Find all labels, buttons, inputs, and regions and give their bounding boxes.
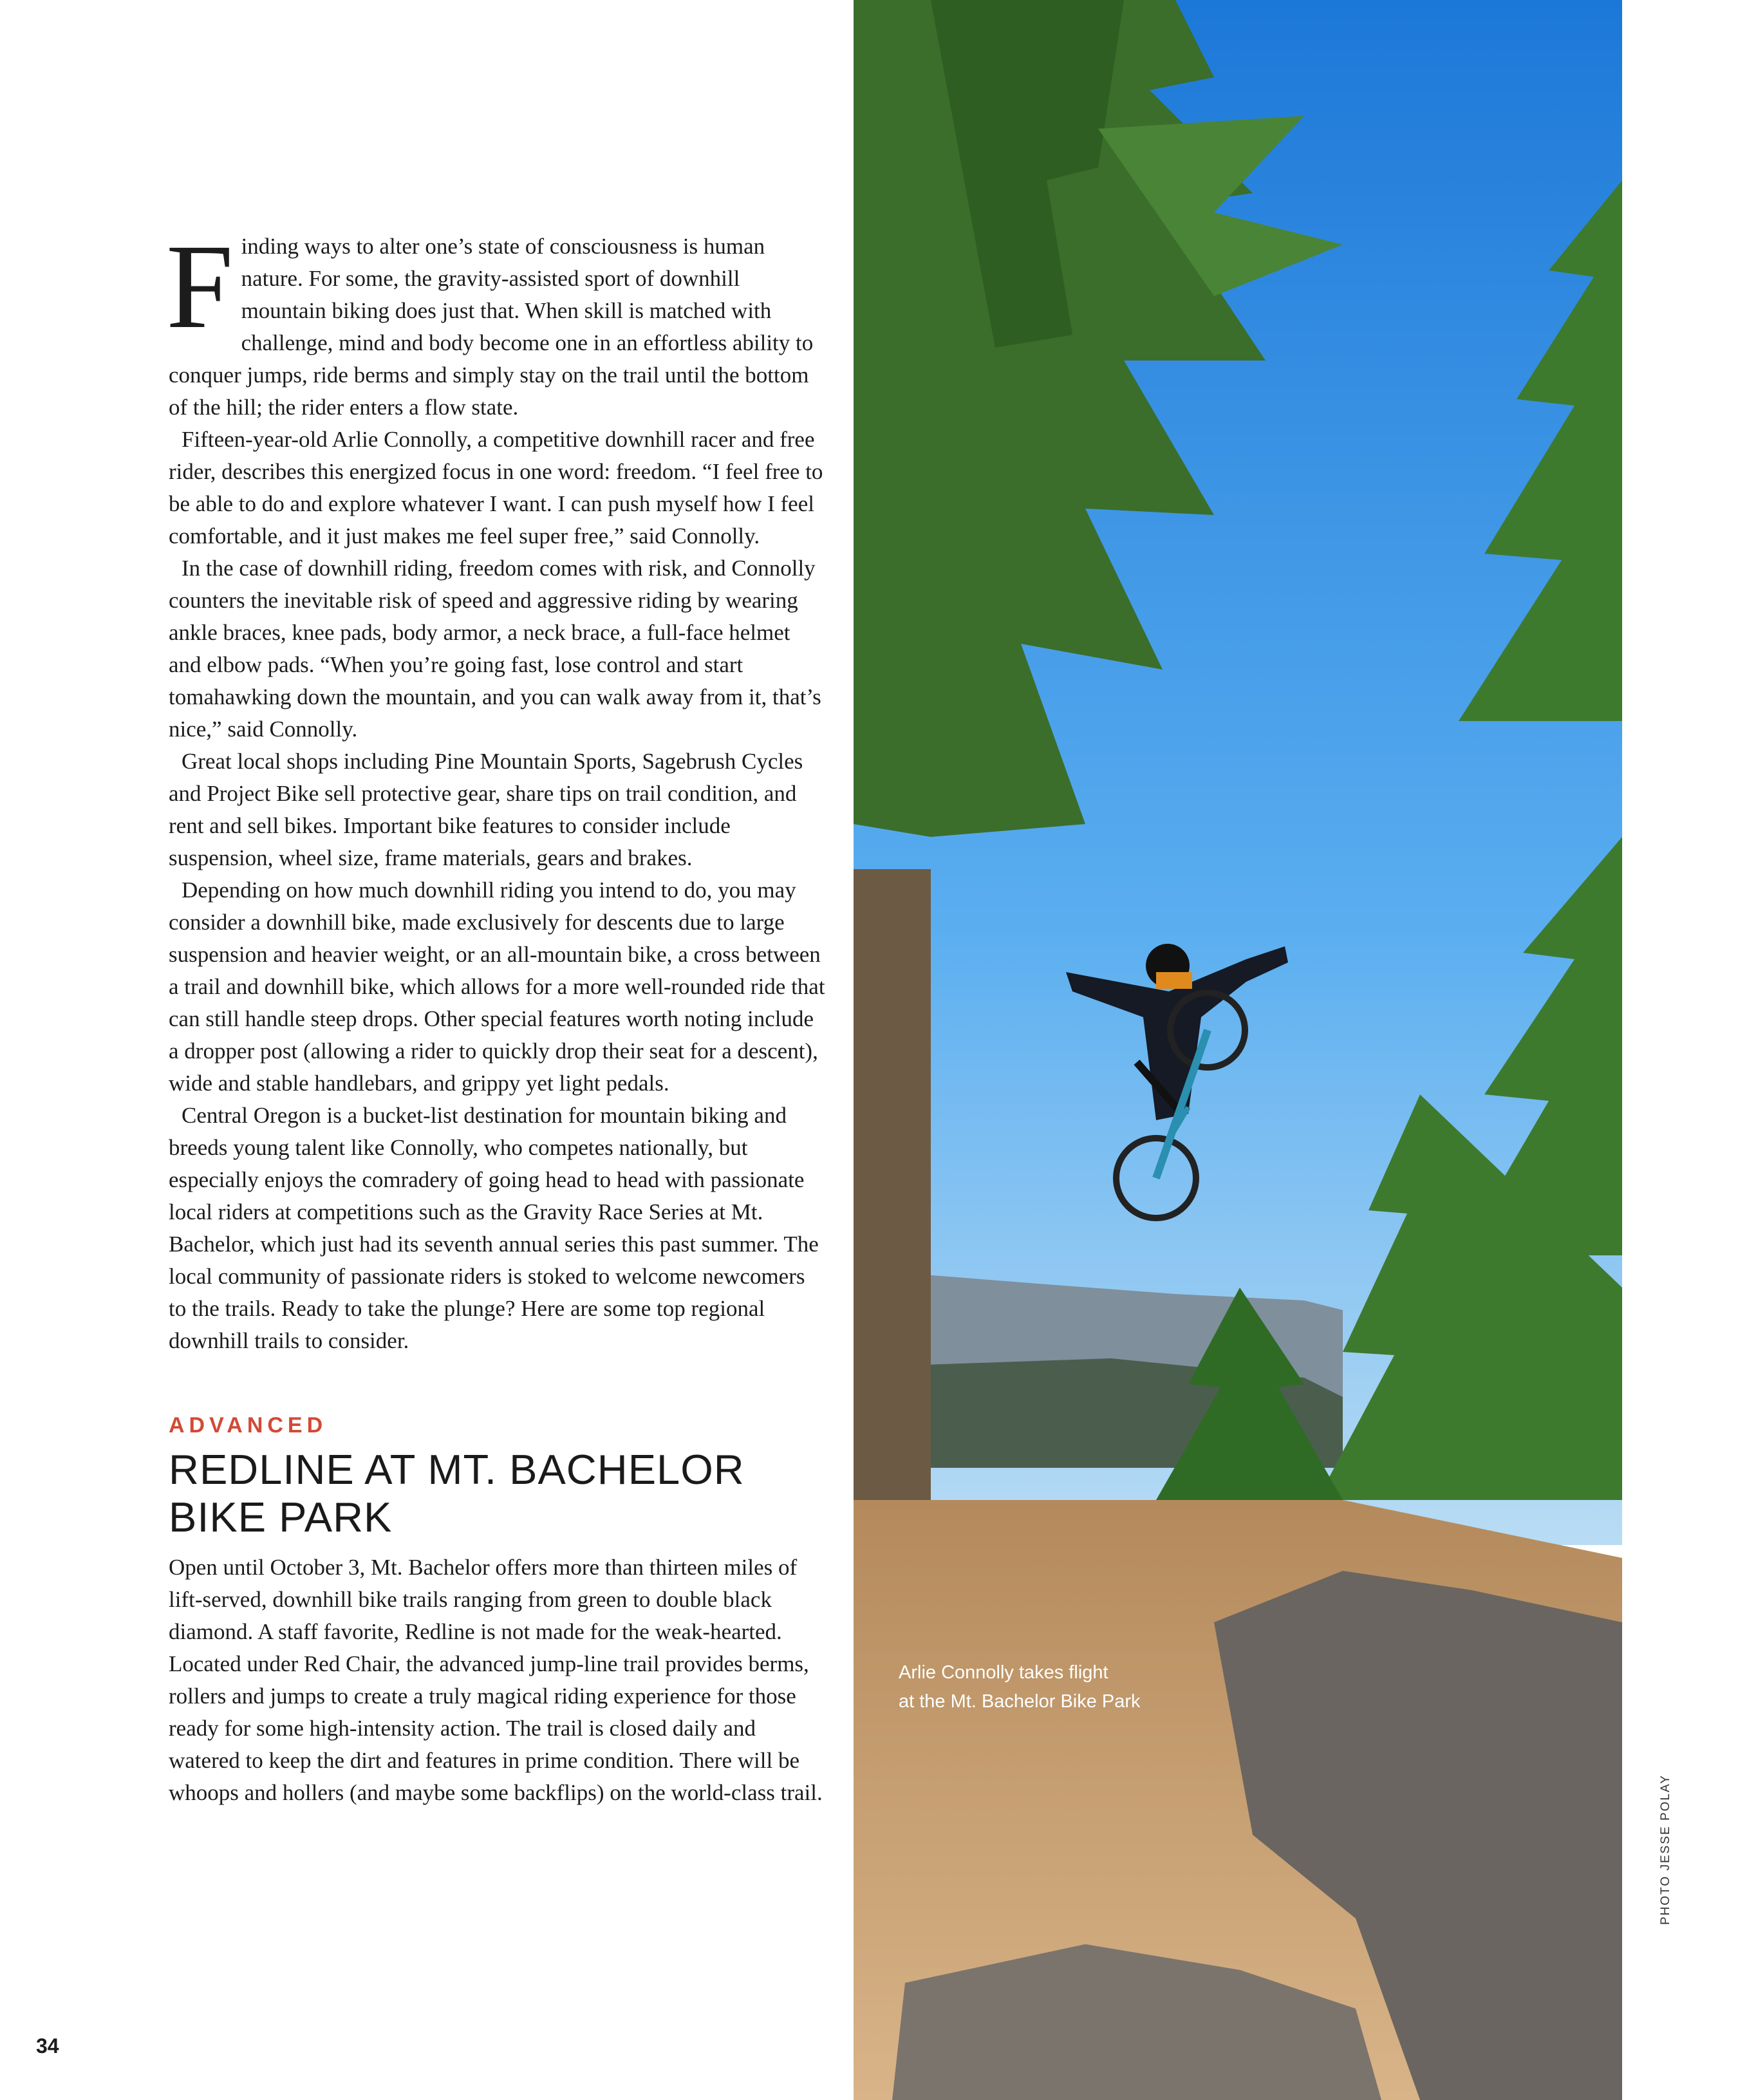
hero-photo — [854, 0, 1622, 2100]
article-paragraph-1 — [166, 219, 825, 424]
page-number: 34 — [36, 2034, 59, 2058]
photo-caption — [899, 1658, 1195, 1716]
photo-credit: PHOTO JESSE POLAY — [1659, 1774, 1672, 1925]
section-kicker: ADVANCED — [169, 1413, 328, 1438]
photo-caption-line-1: Arlie Connolly takes flight — [899, 1662, 1108, 1683]
article-column — [166, 219, 825, 1809]
section-title: REDLINE AT MT. BACHELOR BIKE PARK — [169, 1446, 745, 1541]
bike-jump-illustration — [854, 0, 1622, 2100]
article-paragraph-1-text: inding ways to alter one’s state of consciousness is human nature. For some, the gravity-assisted sport of downhill mountain biking does just that. When skill is matched with challenge, mind and body become one in an effortless ability to conquer jumps, ride berms and simply stay on the trail until the bottom of the hill; the rider enters a flow state. — [169, 234, 814, 420]
photo-caption-line-2: at the Mt. Bachelor Bike Park — [899, 1691, 1141, 1712]
section-body: Open until October 3, Mt. Bachelor offers more than thirteen miles of lift-served, downhill bike trails ranging from green to double black diamond. A staff favorite, Redline is not made for the weak-hearted. Located under Red Chair, the advanced jump-line trail provides berms, rollers and jumps to create a truly magical riding experience for those ready for some high-intensity action. The trail is closed daily and watered to keep the dirt and features in prime condition. There will be whoops and hollers (and maybe some backflips) on the world-class trail. — [169, 1555, 823, 1805]
article-paragraph-6: Central Oregon is a bucket-list destination for mountain biking and breeds young talent like Connolly, who competes nationally, but especially enjoys the comradery of going head to head with passionate local riders at competitions such as the Gravity Race Series at Mt. Bachelor, which just had its seventh annual series this past summer. The local community of passionate riders is stoked to welcome newcomers to the trails. Ready to take the plunge? Here are some top regional downhill trails to consider. — [169, 1103, 819, 1353]
article-paragraph-3: In the case of downhill riding, freedom comes with risk, and Connolly counters the inevitable risk of speed and aggressive riding by wearing ankle braces, knee pads, body armor, a neck brace, a full-face helmet and elbow pads. “When you’re going fast, lose control and start tomahawking down the mountain, and you can walk away from it, that’s nice,” said Connolly. — [169, 556, 821, 742]
drop-cap: F — [166, 219, 234, 353]
article-paragraph-2: Fifteen-year-old Arlie Connolly, a competitive downhill racer and free rider, describes this energized focus in one word: freedom. “I feel free to be able to do and explore whatever I want. I can push myself how I feel comfortable, and it just makes me feel super free,” said Connolly. — [169, 427, 823, 548]
tree-trunk — [854, 869, 931, 1513]
article-paragraph-4: Great local shops including Pine Mountain Sports, Sagebrush Cycles and Project Bike sell protective gear, share tips on trail condition, and rent and sell bikes. Important bike features to consider include suspension, wheel size, frame materials, gears and brakes. — [169, 749, 803, 870]
article-paragraph-5: Depending on how much downhill riding you intend to do, you may consider a downhill bike, made exclusively for descents due to large suspension and heavier weight, or an all-mountain bike, a cross between a trail and downhill bike, which allows for a more well-rounded ride that can still handle steep drops. Other special features worth noting include a dropper post (allowing a rider to quickly drop their seat for a descent), wide and stable handlebars, and grippy yet light pedals. — [169, 877, 825, 1096]
